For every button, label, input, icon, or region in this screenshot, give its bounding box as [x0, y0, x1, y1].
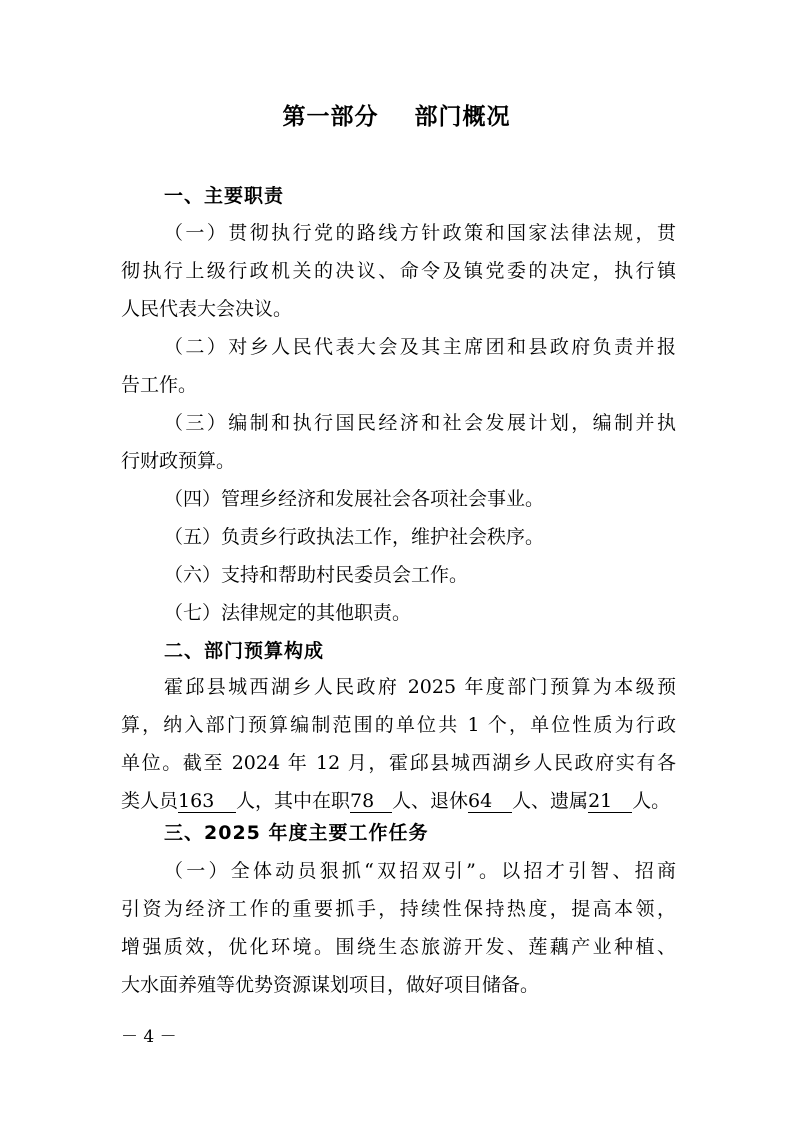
staff-text: 人，其中在职	[236, 790, 351, 812]
page-number: － 4 －	[121, 1027, 177, 1047]
paragraph-line: 人民代表大会决议。	[121, 298, 293, 320]
staff-text: 类人员	[121, 790, 179, 812]
paragraph-line: （二）对乡人民代表大会及其主席团和县政府负责并报	[164, 336, 676, 358]
paragraph-line: （七）法律规定的其他职责。	[164, 602, 412, 624]
page-title: 第一部分 部门概况	[282, 104, 511, 130]
total-staff-value: 163	[178, 790, 236, 813]
retired-staff-value: 64	[468, 790, 512, 813]
paragraph-line: （六）支持和帮助村民委员会工作。	[164, 564, 469, 586]
paragraph-line: 行财政预算。	[121, 450, 236, 472]
paragraph-line: （一）贯彻执行党的路线方针政策和国家法律法规，贯	[164, 222, 676, 244]
paragraph-line: 算，纳入部门预算编制范围的单位共 1 个，单位性质为行政	[121, 714, 676, 736]
dependents-value: 21	[588, 790, 632, 813]
paragraph-line: 大水面养殖等优势资源谋划项目，做好项目储备。	[121, 974, 540, 996]
paragraph-line: 霍邱县城西湖乡人民政府 2025 年度部门预算为本级预	[164, 676, 676, 698]
paragraph-line: 增强质效，优化环境。围绕生态旅游开发、莲藕产业种植、	[121, 936, 676, 958]
staff-text: 人、遗属	[512, 790, 589, 812]
staff-text: 人、退休	[392, 790, 469, 812]
section-heading-budget-structure: 二、部门预算构成	[164, 640, 325, 662]
paragraph-line: 告工作。	[121, 374, 198, 396]
paragraph-line: （一）全体动员狠抓“双招双引”。以招才引智、招商	[164, 860, 676, 882]
section-heading-main-tasks: 三、2025 年度主要工作任务	[164, 822, 429, 844]
paragraph-line: 单位。截至 2024 年 12 月，霍邱县城西湖乡人民政府实有各	[121, 752, 676, 774]
staff-text: 人。	[632, 790, 671, 812]
paragraph-line: 引资为经济工作的重要抓手，持续性保持热度，提高本领，	[121, 898, 676, 920]
paragraph-line: 彻执行上级行政机关的决议、命令及镇党委的决定，执行镇	[121, 260, 676, 282]
active-staff-value: 78	[350, 790, 392, 813]
section-heading-main-duties: 一、主要职责	[164, 185, 285, 207]
paragraph-line: （三）编制和执行国民经济和社会发展计划，编制并执	[164, 412, 676, 434]
staff-count-line	[121, 788, 676, 814]
paragraph-line: （四）管理乡经济和发展社会各项社会事业。	[164, 488, 545, 510]
paragraph-line: （五）负责乡行政执法工作，维护社会秩序。	[164, 526, 545, 548]
